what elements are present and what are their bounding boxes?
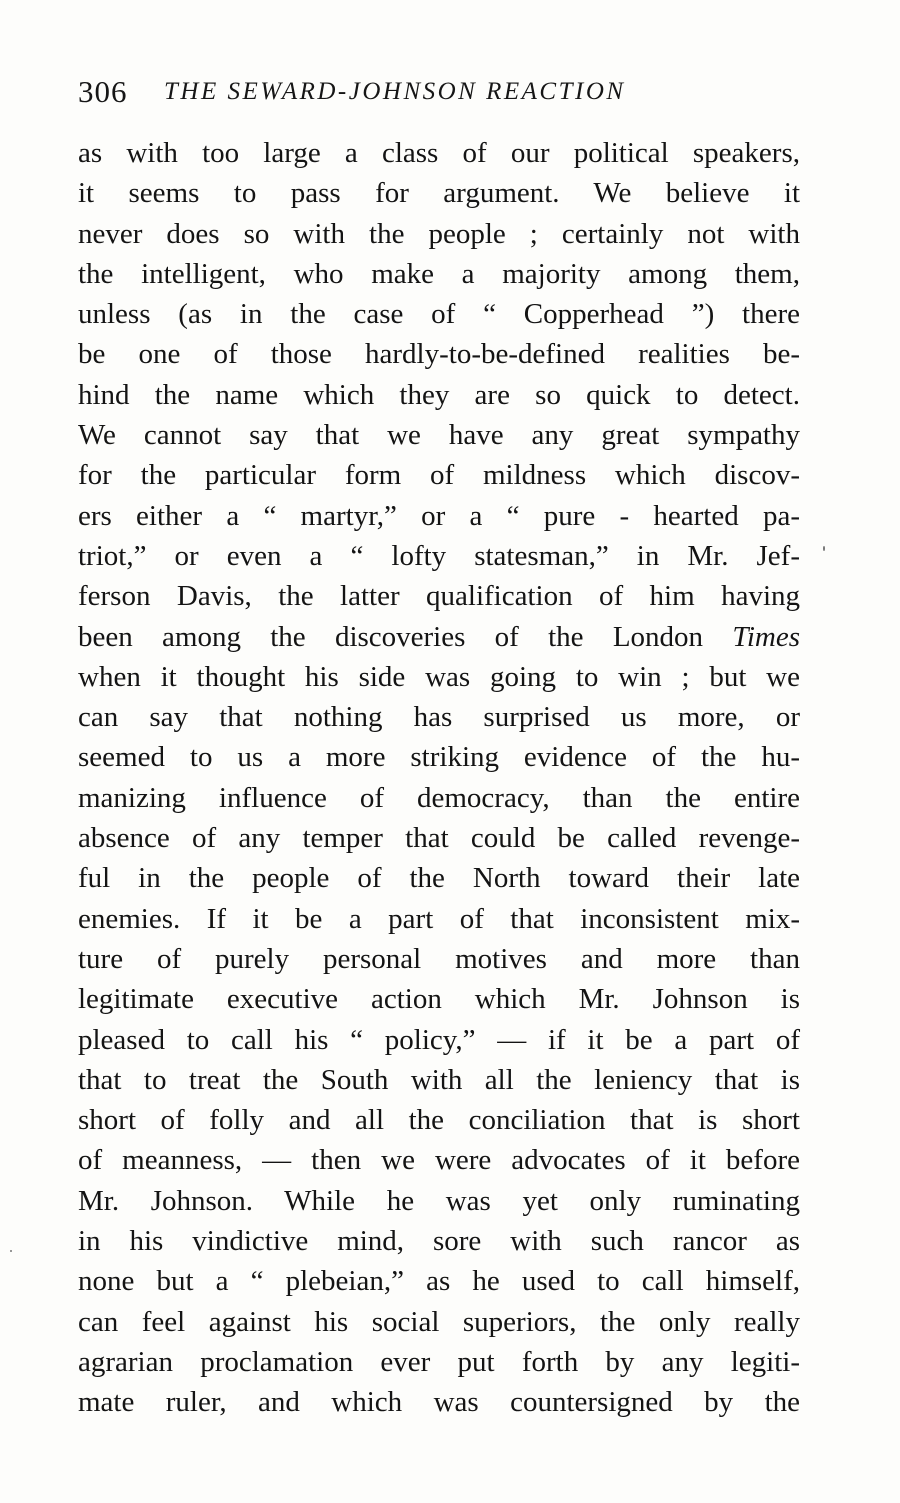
text-line: never does so with the people ; certainly not with [78,217,800,250]
text-line-with-italic [78,617,800,657]
text-line: of meanness, — then we were advocates of it before [78,1144,800,1177]
text-line: for the particular form of mildness which discov- [78,459,800,492]
text-line: the intelligent, who make a majority among them, [78,257,800,290]
text-line: when it thought his side was going to win ; but we [78,660,800,693]
text-line: pleased to call his “ policy,” — if it be a part of [78,1023,800,1056]
running-header [78,70,818,114]
text-line: legitimate executive action which Mr. Johnson is [78,983,800,1016]
text-line: none but a “ plebeian,” as he used to call himself, [78,1265,800,1298]
text-line: ture of purely personal motives and more than [78,942,800,975]
text-line: ferson Davis, the latter qualification of him having [78,580,800,613]
text-line: short of folly and all the conciliation that is short [78,1104,800,1137]
text-line: manizing influence of democracy, than the entire [78,781,800,814]
text-line: can say that nothing has surprised us more, or [78,701,800,734]
ink-speck [10,1250,12,1252]
text-line: enemies. If it be a part of that inconsistent mix- [78,902,800,935]
text-line: ers either a “ martyr,” or a “ pure - hearted pa- [78,499,800,532]
text-line: Mr. Johnson. While he was yet only ruminating [78,1184,800,1217]
text-line: hind the name which they are so quick to detect. [78,378,800,411]
text-line: triot,” or even a “ lofty statesman,” in Mr. Jef- [78,539,800,572]
ink-speck [823,546,825,551]
text-line: agrarian proclamation ever put forth by any legiti- [78,1345,800,1378]
text-line: ful in the people of the North toward their late [78,862,800,895]
text-line: in his vindictive mind, sore with such rancor as [78,1225,800,1258]
text-line: be one of those hardly-to-be-defined realities be- [78,338,800,371]
text-line: We cannot say that we have any great sympathy [78,419,800,452]
text-line: that to treat the South with all the leniency that is [78,1063,800,1096]
text-line: seemed to us a more striking evidence of the hu- [78,741,800,774]
text-line: unless (as in the case of “ Copperhead ”) there [78,298,800,331]
page-number: 306 [78,74,128,109]
body-text [78,133,800,1423]
text-line: can feel against his social superiors, the only really [78,1305,800,1338]
text-line: as with too large a class of our political speakers, [78,137,800,169]
running-title: THE SEWARD-JOHNSON REACTION [164,78,626,105]
text-line: it seems to pass for argument. We believe it [78,177,800,210]
text-line-start: been among the discoveries of the London [78,620,733,653]
text-line: mate ruler, and which was countersigned by the [78,1386,800,1419]
italic-word: Times [732,620,800,653]
text-line: absence of any temper that could be called revenge- [78,822,800,855]
